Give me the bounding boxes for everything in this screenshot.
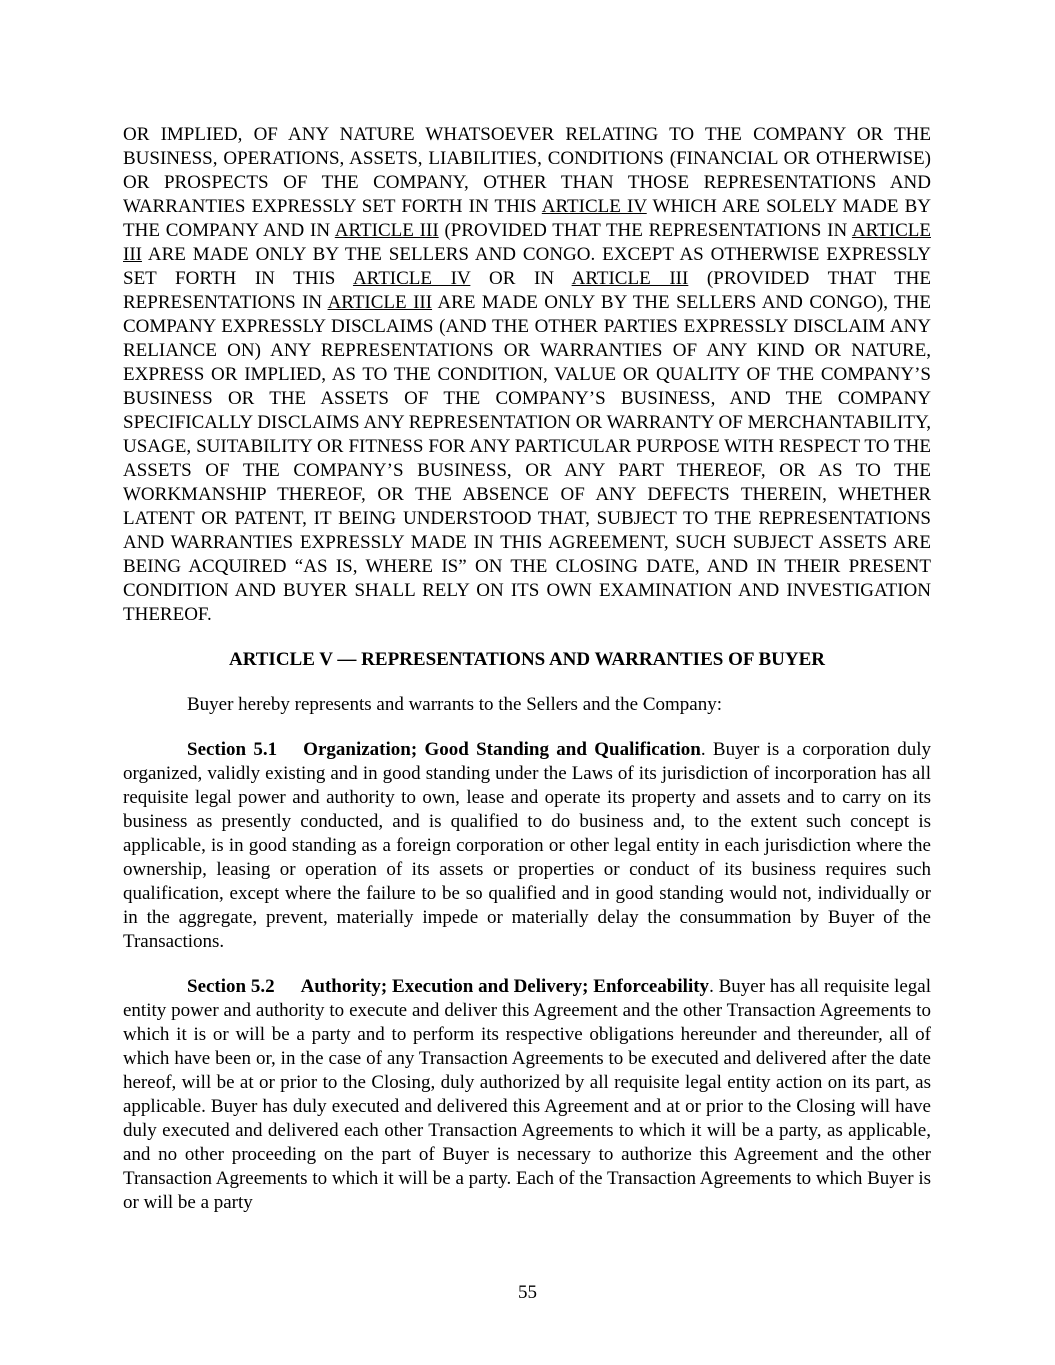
underlined-text: ARTICLE III [123, 220, 931, 265]
section-5-2-body: . Buyer has all requisite legal entity power and authority to execute and deliver this Agreement and the other Transaction Agreements to which it is or will be a party and to perform its respective obligations hereunder and thereunder, all of which have been or, in the case of any Transaction Agreements to be executed and delivered after the date hereof, will be at or prior to the Closing, duly authorized by all requisite legal entity action on its part, as applicable. Buyer has duly executed and delivered this Agreement and at or prior to the Closing will have duly executed and delivered each other Transaction Agreements to which it will be a party, as applicable, and no other proceeding on the part of Buyer is necessary to authorize this Agreement and the other Transaction Agreements to which it will be a party. Each of the Transaction Agreements to which Buyer is or will be a party [123, 976, 931, 1213]
section-5-2-paragraph [123, 975, 931, 1215]
text-segment: OR IN [470, 268, 572, 289]
text-segment: OR IMPLIED, OF ANY NATURE WHATSOEVER RELATING TO THE COMPANY OR THE BUSINESS, OPERATIONS, ASSETS, LIABILITIES, CONDITIONS (FINANCIAL OR OTHERWISE) OR PROSPECTS OF THE COMPANY, OTHER THAN THOSE REPRESENTATIONS AND WARRANTIES EXPRESSLY SET FORTH IN THIS [123, 124, 931, 217]
underlined-text: ARTICLE III [327, 292, 433, 313]
section-5-1-paragraph [123, 738, 931, 954]
page-number: 55 [518, 1282, 537, 1303]
text-segment: ARE MADE ONLY BY THE SELLERS AND CONGO), THE COMPANY EXPRESSLY DISCLAIMS (AND THE OTHER PARTIES EXPRESSLY DISCLAIM ANY RELIANCE ON) ANY REPRESENTATIONS OR WARRANTIES OF ANY KIND OR NATURE, EXPRESS OR IMPLIED, AS TO THE CONDITION, VALUE OR QUALITY OF THE COMPANY’S BUSINESS OR THE ASSETS OF THE COMPANY’S BUSINESS, AND THE COMPANY SPECIFICALLY DISCLAIMS ANY REPRESENTATION OR WARRANTY OF MERCHANTABILITY, USAGE, SUITABILITY OR FITNESS FOR ANY PARTICULAR PURPOSE WITH RESPECT TO THE ASSETS OF THE COMPANY’S BUSINESS, OR ANY PART THEREOF, OR AS TO THE WORKMANSHIP THEREOF, OR THE ABSENCE OF ANY DEFECTS THEREIN, WHETHER LATENT OR PATENT, IT BEING UNDERSTOOD THAT, SUBJECT TO THE REPRESENTATIONS AND WARRANTIES EXPRESSLY MADE IN THIS AGREEMENT, SUCH SUBJECT ASSETS ARE BEING ACQUIRED “AS IS, WHERE IS” ON THE CLOSING DATE, AND IN THEIR PRESENT CONDITION AND BUYER SHALL RELY ON ITS OWN EXAMINATION AND INVESTIGATION THEREOF. [123, 292, 931, 625]
text-segment: WHICH ARE SOLELY MADE BY THE COMPANY AND IN [123, 196, 931, 241]
section-5-1-body: . Buyer is a corporation duly organized, validly existing and in good standing under the Laws of its jurisdiction of incorporation has all requisite legal power and authority to own, lease and operate its property and assets and to carry on its business as presently conducted, and is qualified to do business and, to the extent such concept is applicable, is in good standing as a foreign corporation or other legal entity in each jurisdiction where the ownership, leasing or operation of its assets or properties or conduct of its business requires such qualification, except where the failure to be so qualified and in good standing would not, individually or in the aggregate, prevent, materially impede or materially delay the consummation by Buyer of the Transactions. [123, 739, 931, 952]
section-5-2-title: Authority; Execution and Delivery; Enforceability [300, 976, 710, 997]
text-segment: ARE MADE ONLY BY THE SELLERS AND CONGO. EXCEPT AS OTHERWISE EXPRESSLY SET FORTH IN THIS [123, 244, 931, 289]
article-v-intro: Buyer hereby represents and warrants to the Sellers and the Company: [187, 694, 723, 715]
disclaimer-paragraph [123, 123, 931, 627]
underlined-text: ARTICLE III [334, 220, 439, 241]
text-segment: (PROVIDED THAT THE REPRESENTATIONS IN [438, 220, 852, 241]
section-5-2-label: Section 5.2 [187, 976, 275, 997]
section-5-1-title: Organization; Good Standing and Qualification [303, 739, 701, 760]
text-segment: (PROVIDED THAT THE REPRESENTATIONS IN [123, 268, 932, 313]
underlined-text: ARTICLE IV [352, 268, 471, 289]
article-v-heading: ARTICLE V — REPRESENTATIONS AND WARRANTIES OF BUYER [228, 649, 826, 670]
underlined-text: ARTICLE IV [541, 196, 647, 217]
underlined-text: ARTICLE III [571, 268, 689, 289]
section-5-1-label: Section 5.1 [187, 739, 278, 760]
